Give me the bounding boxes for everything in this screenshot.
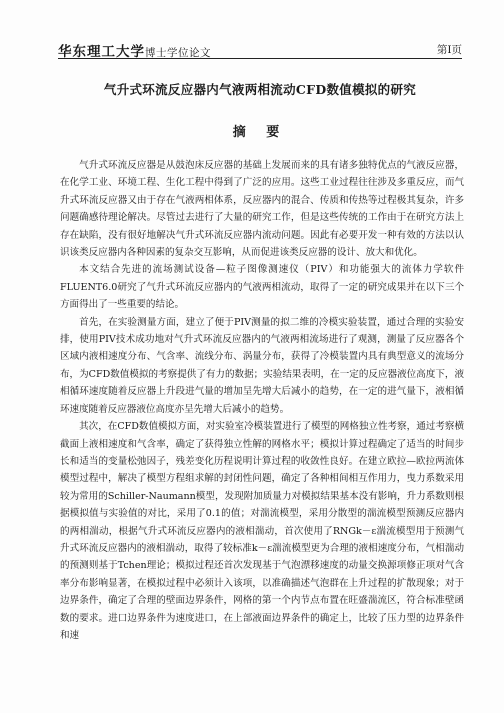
document-title: 气升式环流反应器内气液两相流动CFD数值模拟的研究	[103, 82, 417, 97]
abstract-body	[60, 157, 464, 644]
school-name: 华东理工大学	[58, 44, 145, 60]
paragraph: 首先，在实验测量方面，建立了便于PIV测量的拟二维的冷模实验装置，通过合理的实验安排，使用PIV技术成功地对气升式环流反应器内的气液两相流场进行了观测，测量了反应器各个区域内液相速度分布、气含率、流线分布、涡量分布，获得了冷模装置内具有典型意义的流场分布，为CFD数值模拟的考察提供了有力的数据；实验结果表明，在一定的反应器液位高度下，液相循环速度随着反应器上升段进气量的增加呈先增大后减小的趋势，在一定的进气量下，液相循环速度随着反应器液位高度亦呈先增大后减小的趋势。	[60, 316, 464, 415]
paragraph: 其次，在CFD数值模拟方面，对实验室冷模装置进行了模型的网格独立性考察，通过考察横截面上液相速度和气含率，确定了获得独立性解的网格水平；模拟计算过程确定了适当的时间步长和适当的变量松弛因子，残差变化历程说明计算过程的收敛性良好。在建立欧拉—欧拉两流体模型过程中，解决了模型方程组求解的封闭性问题，确定了各种相间相互作用力，曳力系数采用较为常用的Schiller-Naumann模型，发现附加质量力对模拟结果基本没有影响，升力系数则根据模拟值与实验值的对比，采用了0.1的值；对湍流模型，采用分散型的湍流模型预测反应器内的两相湍动，根据气升式环流反应器内的液相湍动，首次使用了RNGk－ε湍流模型用于预测气升式环流反应器内的液相湍动，取得了较标准k－ε湍流模型更为合理的液相速度分布，气相湍动的预测则基于Tchen理论；模拟过程还首次发现基于气泡漂移速度的动量交换源项修正项对气含率分布影响显著，在模拟过程中必须计入该项，以准确描述气泡群在上升过程的扩散现象；对于边界条件，确定了合理的壁面边界条件，网格的第一个内节点布置在旺盛湍流区，符合标准壁函数的要求。进口边界条件为速度进口，在上部液面边界条件的确定上，比较了压力型的边界条件和速	[60, 421, 464, 641]
page-number: 第Ⅰ页	[436, 44, 462, 56]
running-header	[58, 38, 462, 59]
paragraph: 本文结合先进的流场测试设备—粒子图像测速仪（PIV）和功能强大的流体力学软件FLUENT6.0研究了气升式环流反应器内的气液两相流动，取得了一定的研究成果并在以下三个方面得出了一些重要的结论。	[60, 264, 464, 311]
thesis-type: 博士学位论文	[145, 47, 211, 59]
paragraph: 气升式环流反应器是从鼓泡床反应器的基础上发展而来的具有诸多独特优点的气液反应器，在化学工业、环境工程、生化工程中得到了广泛的应用。这些工业过程往往涉及多重反应，而气升式环流反应器又由于存在气液两相体系，反应器内的混合、传质和传热等过程极其复杂，许多问题确感待理论解决。尽管过去进行了大量的研究工作，但是这些传统的工作由于在研究方法上存在缺陷，没有很好地解决气升式环流反应器内流动问题。因此有必要开发一种有效的方法以认识该类反应器内各种因素的复杂交互影响，从而促进该类反应器的设计、放大和优化。	[60, 160, 464, 259]
header-left	[58, 40, 211, 60]
abstract-heading: 摘 要	[232, 125, 288, 140]
